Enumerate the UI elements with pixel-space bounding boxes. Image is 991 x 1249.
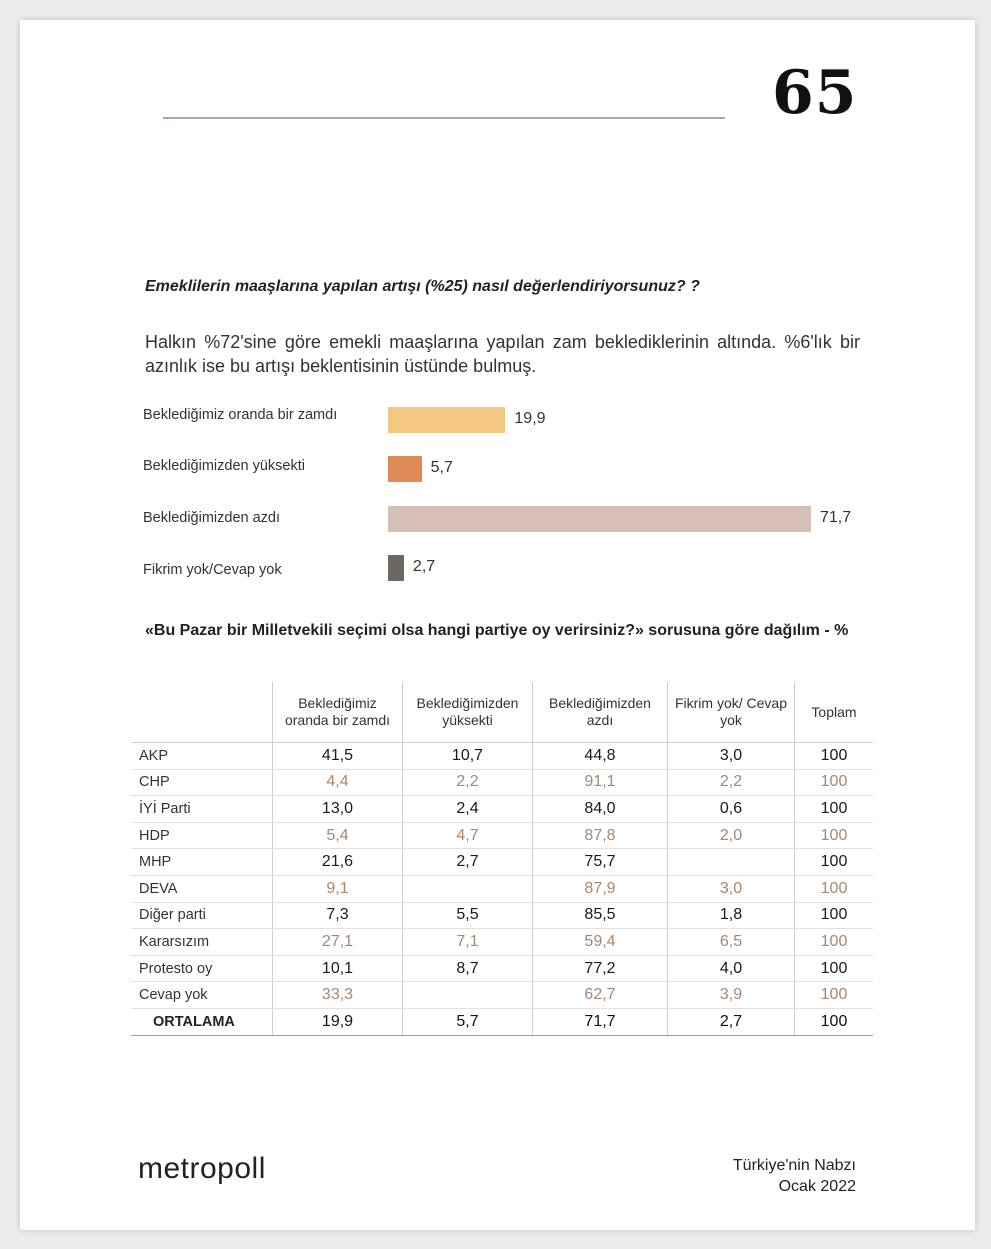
report-title: Türkiye'nin Nabzı <box>732 1157 856 1174</box>
header-col-lower: Beklediğimizden azdı <box>533 682 668 743</box>
table-cell <box>403 875 533 902</box>
bar-label: Beklediğimizden azdı <box>143 510 281 526</box>
bar-value-label: 71,7 <box>820 509 852 526</box>
table-cell: 4,7 <box>403 822 533 849</box>
page-number: 65 <box>772 58 858 128</box>
report-info <box>680 1155 856 1197</box>
table-cell: 100 <box>795 796 874 823</box>
table-cell: 10,7 <box>403 743 533 770</box>
header-col-no-opinion: Fikrim yok/ Cevap yok <box>668 682 795 743</box>
table-cell: 10,1 <box>273 955 403 982</box>
party-name: ORTALAMA <box>131 1008 273 1035</box>
table-cell: 59,4 <box>533 929 668 956</box>
table-cell: 13,0 <box>273 796 403 823</box>
table-cell: 33,3 <box>273 982 403 1009</box>
header-col-higher: Beklediğimizden yüksekti <box>403 682 533 743</box>
table-cell: 100 <box>795 743 874 770</box>
table-cell: 2,2 <box>668 769 795 796</box>
table-cell: 6,5 <box>668 929 795 956</box>
table-row <box>131 875 873 902</box>
table-cell: 5,5 <box>403 902 533 929</box>
table-cell: 5,4 <box>273 822 403 849</box>
header-party-column <box>131 682 273 743</box>
table-row <box>131 822 873 849</box>
table-cell: 71,7 <box>533 1008 668 1035</box>
party-name: Protesto oy <box>131 955 273 982</box>
table-row <box>131 982 873 1009</box>
bar <box>388 555 404 581</box>
header-col-expected: Beklediğimiz oranda bir zamdı <box>273 682 403 743</box>
bar-value-label: 5,7 <box>430 459 453 476</box>
metropoll-logo: metropoll <box>138 1152 266 1185</box>
table-cell: 8,7 <box>403 955 533 982</box>
table-cell: 84,0 <box>533 796 668 823</box>
average-row <box>131 1008 873 1035</box>
table-cell: 44,8 <box>533 743 668 770</box>
distribution-table <box>131 682 873 1036</box>
table-cell: 100 <box>795 875 874 902</box>
table-cell: 4,0 <box>668 955 795 982</box>
table-cell: 27,1 <box>273 929 403 956</box>
table-cell: 100 <box>795 822 874 849</box>
table-row <box>131 796 873 823</box>
survey-question: Emeklilerin maaşlarına yapılan artışı (%25) nasıl değerlendiriyorsunuz? ? <box>145 278 700 295</box>
table-row <box>131 769 873 796</box>
table-cell: 2,7 <box>668 1008 795 1035</box>
party-name: İYİ Parti <box>131 796 273 823</box>
header-col-total: Toplam <box>795 682 874 743</box>
table-cell <box>403 982 533 1009</box>
table-cell: 75,7 <box>533 849 668 876</box>
table-row <box>131 955 873 982</box>
bar-label: Fikrim yok/Cevap yok <box>143 562 282 578</box>
table-cell: 21,6 <box>273 849 403 876</box>
table-cell: 2,7 <box>403 849 533 876</box>
table-cell: 2,0 <box>668 822 795 849</box>
table-cell: 62,7 <box>533 982 668 1009</box>
table-cell: 77,2 <box>533 955 668 982</box>
table-row <box>131 743 873 770</box>
table-row <box>131 902 873 929</box>
table-cell: 91,1 <box>533 769 668 796</box>
table-cell: 7,3 <box>273 902 403 929</box>
bar-value-label: 2,7 <box>412 558 436 575</box>
table-cell: 87,9 <box>533 875 668 902</box>
party-name: Cevap yok <box>131 982 273 1009</box>
table-cell <box>668 849 795 876</box>
party-name: CHP <box>131 769 273 796</box>
summary-text: Halkın %72'sine göre emekli maaşlarına yapılan zam beklediklerinin altında. %6'lık bir azınlık ise bu artışı beklentisinin üstünde bulmuş. <box>145 332 860 376</box>
party-name: Kararsızım <box>131 929 273 956</box>
table-cell: 2,2 <box>403 769 533 796</box>
bar <box>388 407 505 433</box>
table-title: «Bu Pazar bir Milletvekili seçimi olsa hangi partiye oy verirsiniz?» sorusuna göre dağılım - % <box>145 622 849 639</box>
bar <box>388 456 422 482</box>
table-cell: 100 <box>795 849 874 876</box>
table-cell: 9,1 <box>273 875 403 902</box>
bar-value-label: 19,9 <box>514 410 546 427</box>
header-rule <box>163 117 725 119</box>
table-cell: 19,9 <box>273 1008 403 1035</box>
report-date: Ocak 2022 <box>778 1178 856 1195</box>
table-cell: 100 <box>795 1008 874 1035</box>
party-name: MHP <box>131 849 273 876</box>
bar <box>388 506 811 532</box>
table-cell: 100 <box>795 902 874 929</box>
bar-label: Beklediğimizden yüksekti <box>143 458 305 474</box>
table-cell: 3,0 <box>668 875 795 902</box>
table-cell: 0,6 <box>668 796 795 823</box>
table-cell: 85,5 <box>533 902 668 929</box>
table-row <box>131 849 873 876</box>
table-cell: 100 <box>795 769 874 796</box>
party-name: Diğer parti <box>131 902 273 929</box>
table-row <box>131 929 873 956</box>
party-name: AKP <box>131 743 273 770</box>
table-cell: 1,8 <box>668 902 795 929</box>
table-cell: 4,4 <box>273 769 403 796</box>
table-cell: 2,4 <box>403 796 533 823</box>
bar-label: Beklediğimiz oranda bir zamdı <box>143 407 338 423</box>
table-cell: 5,7 <box>403 1008 533 1035</box>
table-cell: 87,8 <box>533 822 668 849</box>
table-cell: 3,0 <box>668 743 795 770</box>
party-name: DEVA <box>131 875 273 902</box>
table-cell: 41,5 <box>273 743 403 770</box>
table-cell: 3,9 <box>668 982 795 1009</box>
table-cell: 100 <box>795 929 874 956</box>
table-cell: 100 <box>795 955 874 982</box>
party-name: HDP <box>131 822 273 849</box>
table-cell: 7,1 <box>403 929 533 956</box>
table-header-row <box>131 682 873 743</box>
table-cell: 100 <box>795 982 874 1009</box>
